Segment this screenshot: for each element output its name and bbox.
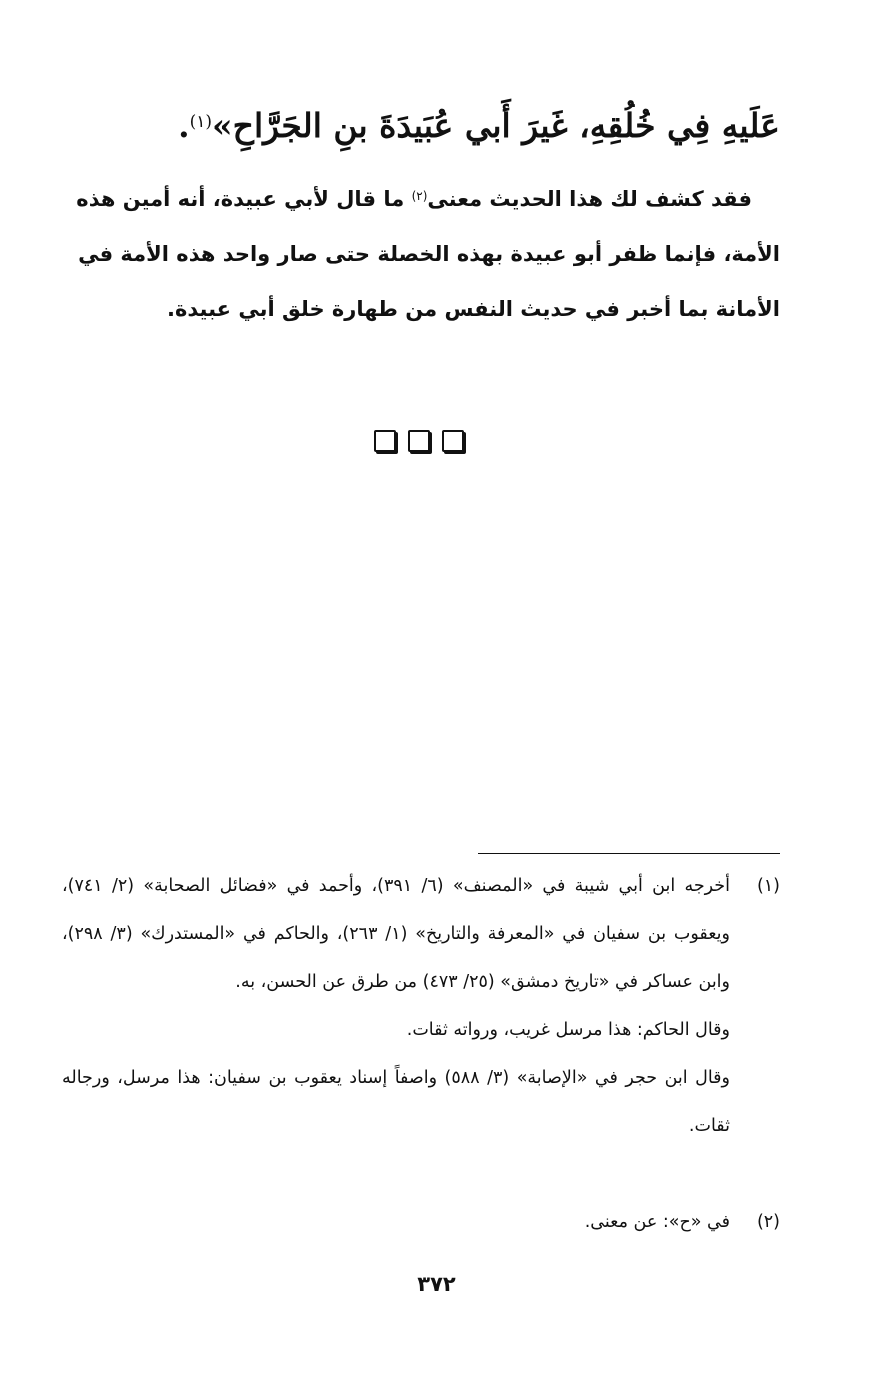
hadith-end-text: عَلَيهِ فِي خُلُقِهِ، غَيرَ أَبي عُبَيدَةَ بنِ الجَرَّاحِ»: [212, 106, 780, 145]
footnote-divider: [478, 853, 780, 854]
page-number: ٣٧٢: [417, 1272, 456, 1296]
footnote-number: (٢): [756, 1212, 780, 1232]
paragraph-line-2: الأمة، فإنما ظفر أبو عبيدة بهذه الخصلة حتى صار واحد هذه الأمة في: [78, 242, 780, 266]
footnote-ref-1: (١): [189, 112, 213, 132]
hadith-text: [80, 98, 780, 154]
footnote-ref-2: (٢): [411, 189, 428, 203]
ornament-square-icon: [442, 430, 464, 452]
footnote-body: [62, 862, 730, 1150]
footnote-1: [62, 862, 780, 1150]
hadith-end-period: .: [178, 106, 190, 145]
footnote-paragraph: في «ح»: عن معنى.: [584, 1212, 730, 1232]
ornament-square-icon: [374, 430, 396, 452]
section-separator-ornament: [374, 430, 474, 454]
footnote-body: [62, 1198, 730, 1246]
paragraph-line-1: [62, 172, 780, 227]
paragraph-line-1-start: فقد كشف لك هذا الحديث معنى: [427, 187, 752, 211]
footnote-paragraph: أخرجه ابن أبي شيبة في «المصنف» (٦/ ٣٩١)، وأحمد في «فضائل الصحابة» (٢/ ٧٤١)، ويعقوب بن سفيان في «المعرفة والتاريخ» (١/ ٢٦٣)، والحاكم في «المستدرك» (٣/ ٢٩٨)، وابن عساكر في «تاريخ دمشق» (٢٥/ ٤٧٣) من طرق عن الحسن، به.: [62, 876, 731, 992]
footnote-paragraph: وقال الحاكم: هذا مرسل غريب، ورواته ثقات.: [406, 1020, 730, 1040]
footnote-number: (١): [756, 876, 780, 896]
footnote-paragraph: وقال ابن حجر في «الإصابة» (٣/ ٥٨٨) واصفاً إسناد يعقوب بن سفيان: هذا مرسل، ورجاله ثقات.: [62, 1068, 730, 1136]
paragraph-line-1-rest: ما قال لأبي عبيدة، أنه أمين هذه: [76, 187, 412, 211]
main-paragraph: [62, 172, 780, 337]
footnote-2: [62, 1198, 780, 1246]
paragraph-line-3: الأمانة بما أخبر في حديث النفس من طهارة خلق أبي عبيدة.: [167, 297, 780, 321]
ornament-square-icon: [408, 430, 430, 452]
